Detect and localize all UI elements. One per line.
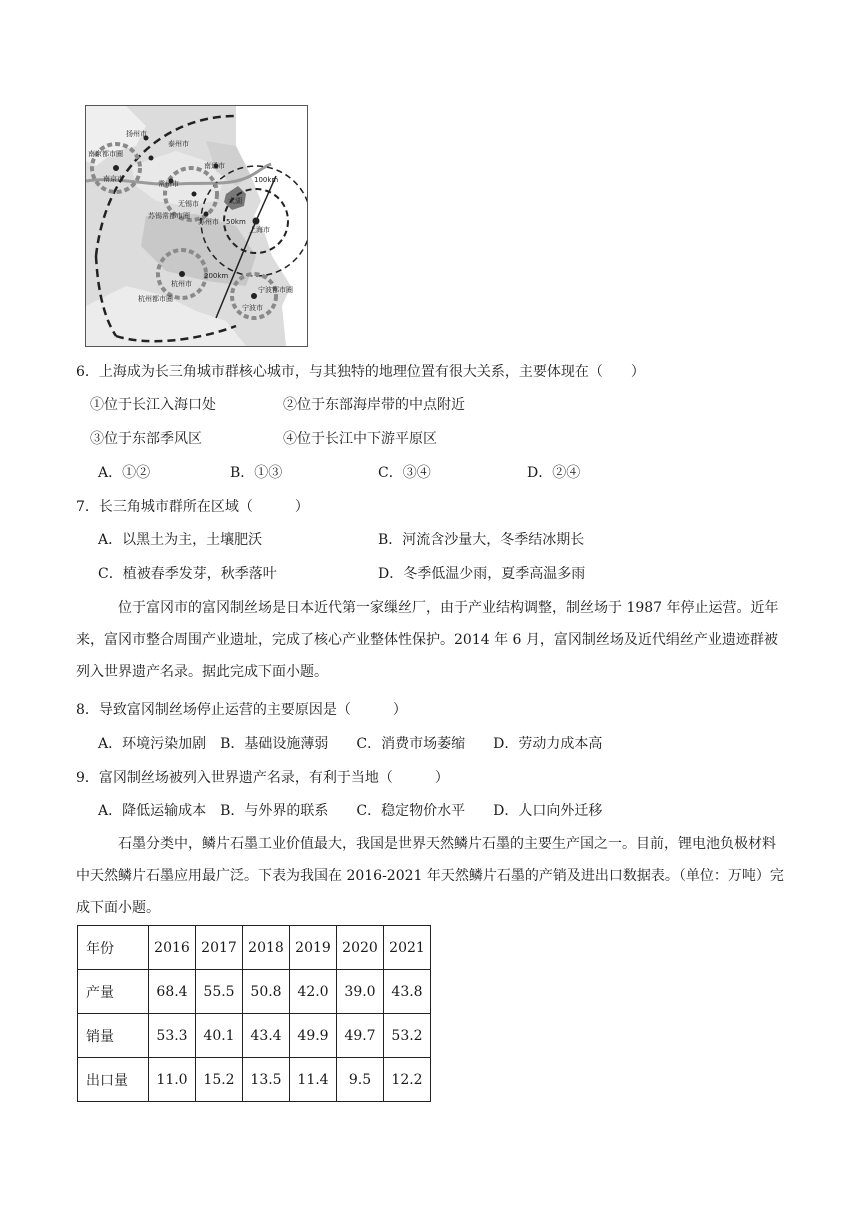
table-cell: 9.5 [337, 1058, 384, 1102]
q7-option-b: B．河流含沙量大，冬季结冰期长 [378, 532, 585, 548]
map-label-hangzhou: 杭州市 [171, 280, 192, 288]
map-label-taihu: 太湖 [228, 197, 242, 205]
q6-statement-4: ④位于长江中下游平原区 [283, 431, 437, 447]
table-cell: 53.3 [149, 1014, 196, 1058]
map-label-nanjing-metro: 南京都市圈 [88, 150, 123, 158]
yangtze-delta-map [85, 105, 308, 347]
map-label-suzhou: 苏州市 [198, 218, 219, 226]
table-row [78, 970, 431, 1014]
table-row [78, 1058, 431, 1102]
question-6-stem: 6．上海成为长三角城市群核心城市，与其独特的地理位置有很大关系，主要体现在（ ） [76, 364, 645, 380]
table-cell: 15.2 [196, 1058, 243, 1102]
table-cell: 40.1 [196, 1014, 243, 1058]
map-label-200km: 200km [204, 272, 229, 280]
q7-option-c: C．植被春季发芽，秋季落叶 [98, 566, 277, 582]
table-cell: 50.8 [243, 970, 290, 1014]
q6-option-b: B．①③ [230, 465, 283, 481]
table-cell: 2017 [196, 926, 243, 970]
map-label-50km: 50km [226, 218, 246, 226]
table-cell: 2019 [290, 926, 337, 970]
graphite-data-table [77, 925, 431, 1102]
table-cell: 2016 [149, 926, 196, 970]
table-cell: 43.4 [243, 1014, 290, 1058]
question-8-stem: 8．导致富冈制丝场停止运营的主要原因是（ ） [76, 702, 407, 718]
q6-statement-1: ①位于长江入海口处 [90, 397, 216, 413]
table-cell: 2018 [243, 926, 290, 970]
passage-tomioka: 位于富冈市的富冈制丝场是日本近代第一家缫丝厂，由于产业结构调整，制丝场于 1987 年停止运营。近年来，富冈市整合周围产业遗址，完成了核心产业整体性保护。2014 年 6 月，富冈制丝场及近代绢丝产业遗迹群被列入世界遗产名录。据此完成下面小题。 [76, 600, 779, 680]
table-cell: 11.0 [149, 1058, 196, 1102]
table-cell: 49.7 [337, 1014, 384, 1058]
q9-options: A．降低运输成本 B．与外界的联系 C．稳定物价水平 D．人口向外迁移 [98, 803, 603, 819]
table-cell: 53.2 [384, 1014, 431, 1058]
table-cell: 出口量 [78, 1058, 149, 1102]
table-header-row [78, 926, 431, 970]
q6-statement-3: ③位于东部季风区 [90, 431, 202, 447]
table-cell: 43.8 [384, 970, 431, 1014]
table-cell: 55.5 [196, 970, 243, 1014]
table-cell: 39.0 [337, 970, 384, 1014]
question-9-stem: 9．富冈制丝场被列入世界遗产名录，有利于当地（ ） [76, 770, 449, 786]
table-cell: 42.0 [290, 970, 337, 1014]
q7-option-d: D．冬季低温少雨，夏季高温多雨 [378, 566, 586, 582]
table-cell: 68.4 [149, 970, 196, 1014]
question-7-stem: 7．长三角城市群所在区域（ ） [76, 499, 309, 515]
table-cell: 49.9 [290, 1014, 337, 1058]
map-label-changzhou: 常州市 [158, 180, 179, 188]
map-label-nanjing: 南京市 [103, 175, 124, 183]
q6-option-a: A．①② [98, 465, 151, 481]
map-graphic [86, 106, 307, 346]
map-label-ningbo-metro: 宁波都市圈 [258, 286, 293, 294]
q7-option-a: A．以黑土为主，土壤肥沃 [98, 532, 263, 548]
table-cell: 年份 [78, 926, 149, 970]
table-cell: 12.2 [384, 1058, 431, 1102]
table-cell: 销量 [78, 1014, 149, 1058]
map-label-nantong: 南通市 [204, 162, 225, 170]
map-label-shanghai: 上海市 [249, 226, 270, 234]
map-label-wuxi: 无锡市 [178, 200, 199, 208]
q6-statement-2: ②位于东部海岸带的中点附近 [283, 397, 465, 413]
map-label-ningbo: 宁波市 [242, 304, 263, 312]
table-cell: 2021 [384, 926, 431, 970]
map-label-taizhou: 泰州市 [168, 140, 189, 148]
map-label-suxichang: 苏锡常都市圈 [148, 212, 190, 220]
map-label-yangzhou: 扬州市 [126, 130, 147, 138]
table-cell: 11.4 [290, 1058, 337, 1102]
map-label-hangzhou-metro: 杭州都市圈 [138, 295, 173, 303]
table-cell: 产量 [78, 970, 149, 1014]
passage-graphite: 石墨分类中，鳞片石墨工业价值最大，我国是世界天然鳞片石墨的主要生产国之一。目前，锂电池负极材料中天然鳞片石墨应用最广泛。下表为我国在 2016-2021 年天然鳞片石墨的产销及进出口数据表。（单位：万吨）完成下面小题。 [76, 836, 784, 916]
table-cell: 13.5 [243, 1058, 290, 1102]
q6-option-c: C．③④ [378, 465, 431, 481]
q8-options: A．环境污染加剧 B．基础设施薄弱 C．消费市场萎缩 D．劳动力成本高 [98, 736, 603, 752]
table-row [78, 1014, 431, 1058]
table-cell: 2020 [337, 926, 384, 970]
map-label-100km: 100km [254, 176, 279, 184]
q6-option-d: D．②④ [527, 465, 581, 481]
